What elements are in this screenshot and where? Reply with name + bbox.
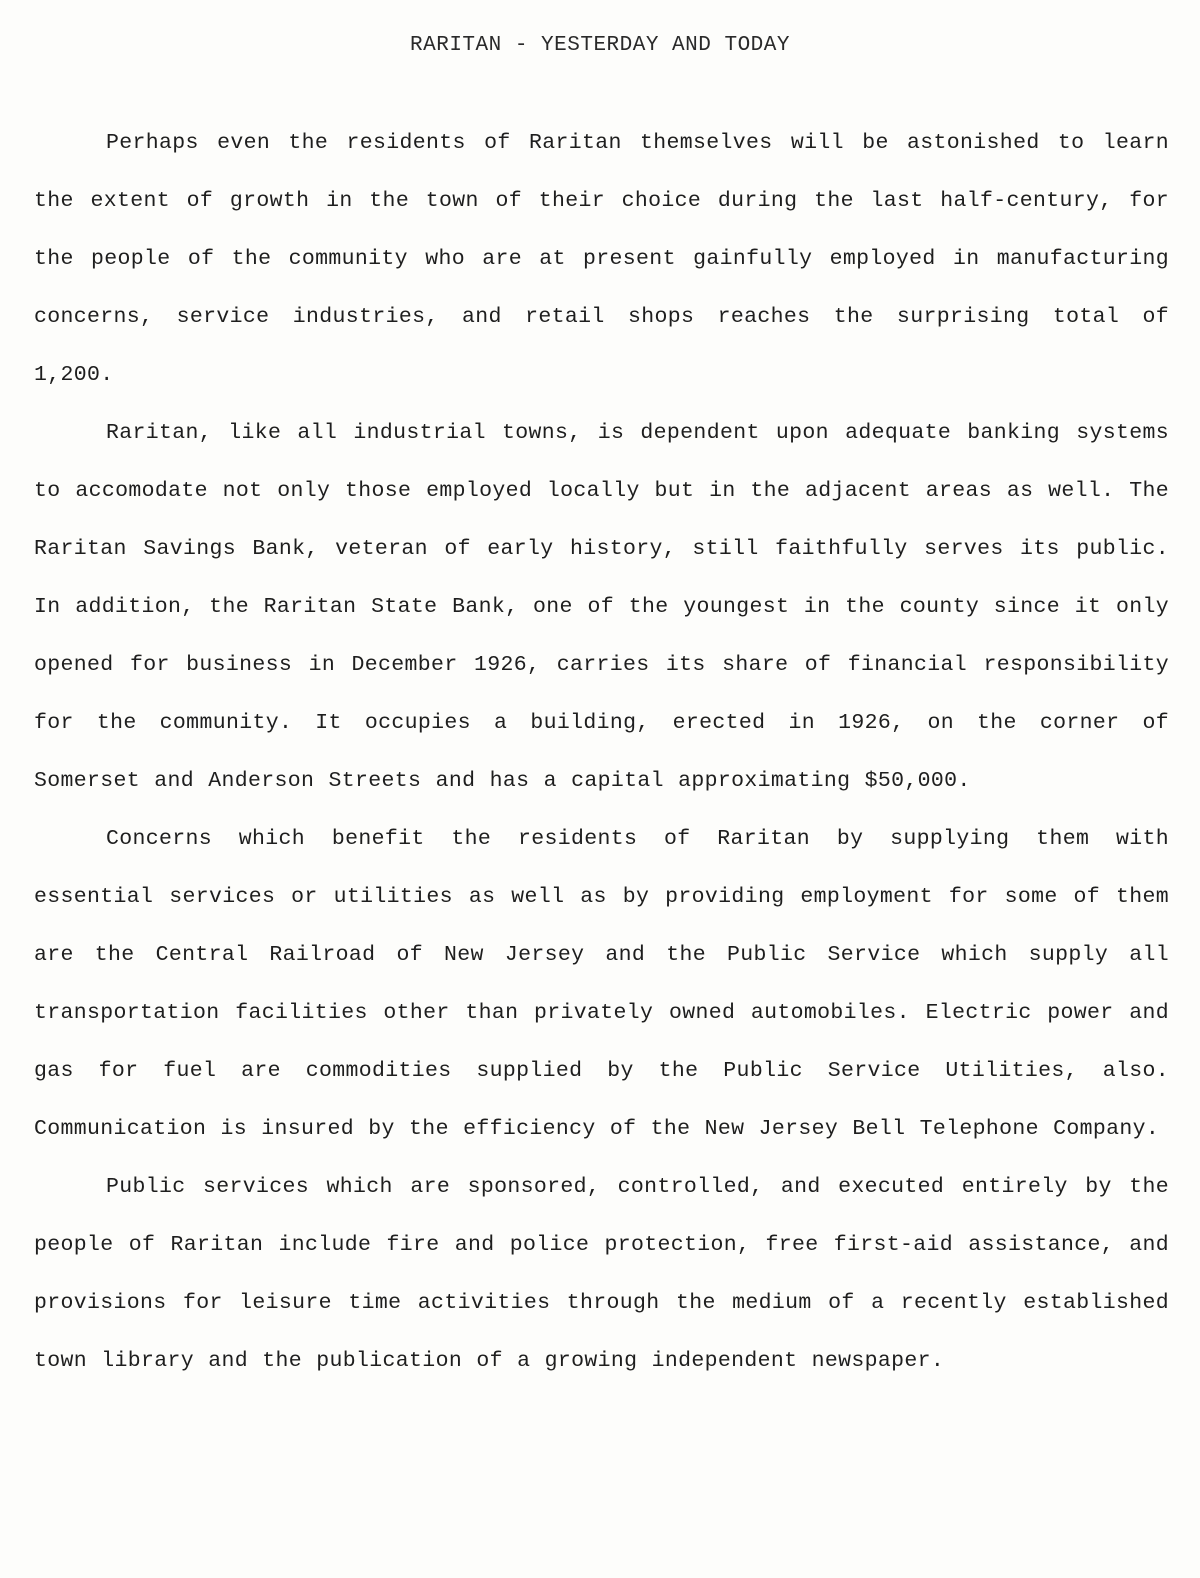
document-body xyxy=(34,114,1169,1390)
paragraph-public-services: Public services which are sponsored, controlled, and executed entirely by the people of Raritan include fire and police protection, free first-aid assistance, and provisions for leisure time activities through the medium of a recently established town library and the publication of a growing independent newspaper. xyxy=(34,1175,1169,1373)
paragraph-banking: Raritan, like all industrial towns, is dependent upon adequate banking systems to accomodate not only those employed locally but in the adjacent areas as well. The Raritan Savings Bank, veteran of early history, still faithfully serves its public. In addition, the Raritan State Bank, one of the youngest in the county since it only opened for business in December 1926, carries its share of financial responsibility for the community. It occupies a building, erected in 1926, on the corner of Somerset and Anderson Streets and has a capital approximating $50,000. xyxy=(34,421,1169,793)
paragraph-utilities: Concerns which benefit the residents of Raritan by supplying them with essential services or utilities as well as by providing employment for some of them are the Central Railroad of New Jersey and the Public Service which supply all transportation facilities other than privately owned automobiles. Electric power and gas for fuel are commodities supplied by the Public Service Utilities, also. Communication is insured by the efficiency of the New Jersey Bell Telephone Company. xyxy=(34,827,1169,1141)
paragraph-employment: Perhaps even the residents of Raritan themselves will be astonished to learn the extent of growth in the town of their choice during the last half-century, for the people of the community who are at present gainfully employed in manufacturing concerns, service industries, and retail shops reaches the surprising total of 1,200. xyxy=(34,131,1169,387)
page-title: RARITAN - YESTERDAY AND TODAY xyxy=(410,34,790,57)
